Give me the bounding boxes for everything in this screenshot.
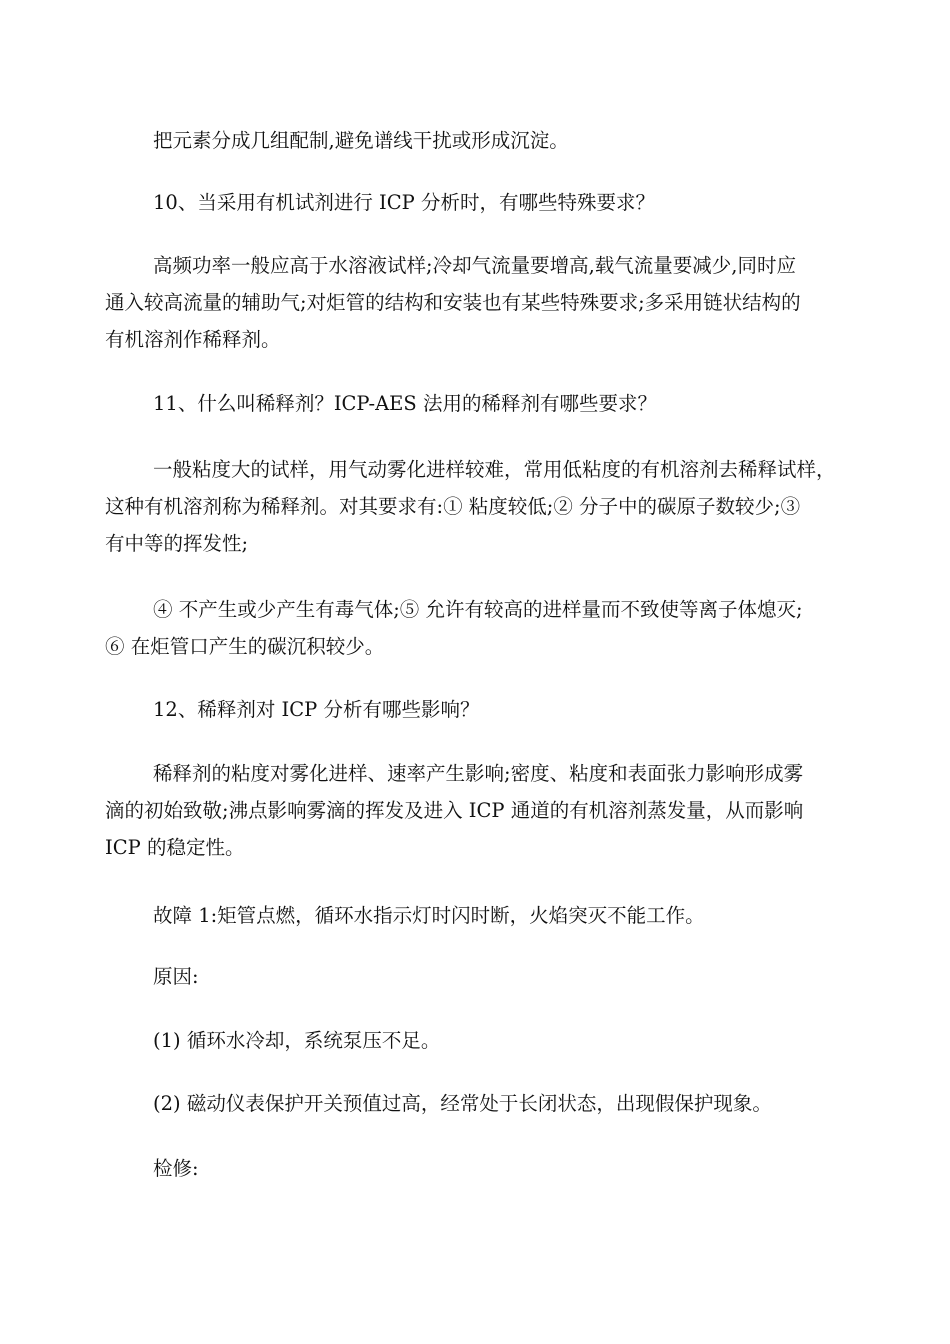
answer-10 [105,247,865,358]
cause-1 [153,1022,913,1059]
paragraph-element-grouping [153,122,913,159]
answer-11-continued [105,591,865,665]
text-line: ⑥ 在炬管口产生的碳沉积较少。 [105,635,385,658]
text-line: 一般粘度大的试样，用气动雾化进样较难，常用低粘度的有机溶剂去稀释试样， [153,458,836,481]
question-10 [153,184,913,221]
text-line: 故障 1:矩管点燃，循环水指示灯时闪时断，火焰突灭不能工作。 [153,904,705,927]
fault-1 [153,897,913,934]
text-line: 有中等的挥发性; [105,532,249,555]
answer-12 [105,755,865,866]
repair-label [153,1150,913,1187]
text-line: 10、当采用有机试剂进行 ICP 分析时，有哪些特殊要求？ [153,191,655,214]
text-line: ICP 的稳定性。 [105,836,245,859]
text-line: 12、稀释剂对 ICP 分析有哪些影响？ [153,698,480,721]
text-line: (1) 循环水冷却，系统泵压不足。 [153,1029,441,1052]
text-line: 原因: [153,965,199,988]
text-line: (2) 磁动仪表保护开关预值过高，经常处于长闭状态，出现假保护现象。 [153,1092,772,1115]
cause-2 [153,1085,913,1122]
cause-label [153,958,913,995]
text-line: 通入较高流量的辅助气;对炬管的结构和安装也有某些特殊要求;多采用链状结构的 [105,291,801,314]
text-line: ④ 不产生或少产生有毒气体;⑤ 允许有较高的进样量而不致使等离子体熄灭; [153,598,803,621]
question-11 [153,385,913,422]
text-line: 检修: [153,1157,199,1180]
text-line: 高频功率一般应高于水溶液试样;冷却气流量要增高,载气流量要减少,同时应 [153,254,796,277]
text-line: 11、什么叫稀释剂？ICP-AES 法用的稀释剂有哪些要求？ [153,392,657,415]
text-line: 稀释剂的粘度对雾化进样、速率产生影响;密度、粘度和表面张力影响形成雾 [153,762,804,785]
text-line: 把元素分成几组配制,避免谱线干扰或形成沉淀。 [153,129,569,152]
text-line: 滴的初始致敬;沸点影响雾滴的挥发及进入 ICP 通道的有机溶剂蒸发量，从而影响 [105,799,804,822]
text-line: 有机溶剂作稀释剂。 [105,328,281,351]
question-12 [153,691,913,728]
answer-11 [105,451,865,562]
text-line: 这种有机溶剂称为稀释剂。对其要求有:① 粘度较低;② 分子中的碳原子数较少;③ [105,495,801,518]
